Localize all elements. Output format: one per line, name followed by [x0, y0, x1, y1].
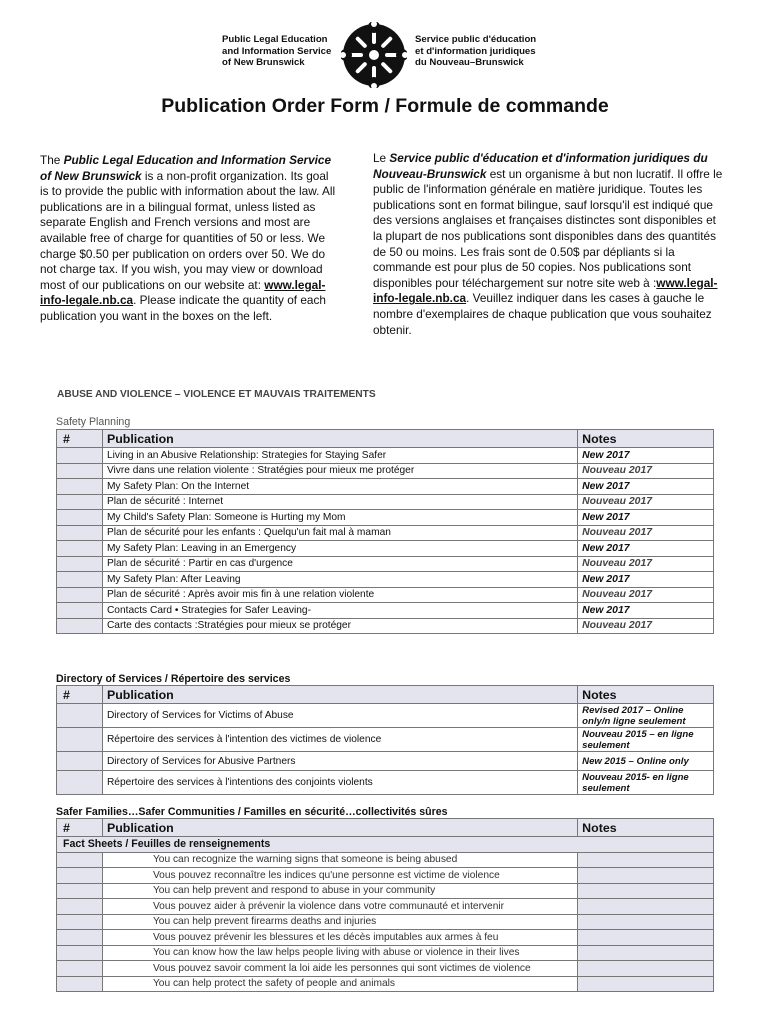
quantity-cell[interactable] [57, 728, 103, 752]
publication-note: New 2017 [578, 510, 714, 526]
publication-note: Nouveau 2017 [578, 494, 714, 510]
column-header-publication: Publication [102, 430, 577, 448]
quantity-cell[interactable] [57, 587, 103, 603]
publication-title: Vous pouvez savoir comment la loi aide les personnes qui sont victimes de violence [102, 961, 577, 977]
publication-note: New 2015 – Online only [578, 752, 714, 771]
column-header-publication: Publication [102, 686, 577, 704]
publication-title: Vous pouvez reconnaître les indices qu'une personne est victime de violence [102, 868, 577, 884]
quantity-cell[interactable] [57, 771, 103, 795]
publication-note: Revised 2017 – Online only/n ligne seulement [578, 704, 714, 728]
publication-title: My Safety Plan: After Leaving [102, 572, 577, 588]
publication-title: My Child's Safety Plan: Someone is Hurting my Mom [102, 510, 577, 526]
publication-title: Plan de sécurité : Après avoir mis fin à une relation violente [102, 587, 577, 603]
publication-title: You can help protect the safety of people and animals [102, 976, 577, 992]
quantity-cell[interactable] [57, 883, 103, 899]
quantity-cell[interactable] [57, 556, 103, 572]
publication-note: New 2017 [578, 572, 714, 588]
section-title: ABUSE AND VIOLENCE – VIOLENCE ET MAUVAIS TRAITEMENTS [57, 389, 376, 400]
table-row [57, 899, 714, 915]
quantity-cell[interactable] [57, 463, 103, 479]
publication-note: New 2017 [578, 603, 714, 619]
column-header-number: # [57, 430, 103, 448]
directory-label: Directory of Services / Répertoire des services [56, 673, 291, 685]
quantity-cell[interactable] [57, 448, 103, 464]
publication-note: New 2017 [578, 541, 714, 557]
publication-title: Répertoire des services à l'intentions des conjoints violents [102, 771, 577, 795]
intro-french: Le Service public d'éducation et d'information juridiques du Nouveau-Brunswick est un organisme à but non lucratif. Il offre le public de l'information générale en matière juridique. Toutes les publications sont en format bilingue, sauf lorsqu'il est indiqué que des versions anglaises et françaises distinctes sont disponibles et la plupart de nos publications sont disponibles dans des quantités de 50 ou moins. Les frais sont de 0.50$ par dépliants si la commande est pour plus de 50 copies. Nos publications sont disponibles pour téléchargement sur notre site web à :www.legal-info-legale.nb.ca. Veuillez indiquer dans les cases à gauche le nombre d'exemplaires de chaque publication que vous souhaitez obtenir. [373, 151, 723, 337]
quantity-cell[interactable] [57, 961, 103, 977]
notes-cell [578, 852, 714, 868]
directory-table [56, 685, 714, 795]
notes-cell [578, 914, 714, 930]
table-row [57, 448, 714, 464]
table-row [57, 494, 714, 510]
table-row [57, 587, 714, 603]
quantity-cell[interactable] [57, 572, 103, 588]
publication-title: Plan de sécurité pour les enfants : Quelqu'un fait mal à maman [102, 525, 577, 541]
quantity-cell[interactable] [57, 510, 103, 526]
publication-note: Nouveau 2017 [578, 525, 714, 541]
table-row [57, 479, 714, 495]
table-row [57, 752, 714, 771]
quantity-cell[interactable] [57, 976, 103, 992]
publication-title: Vivre dans une relation violente : Stratégies pour mieux me protéger [102, 463, 577, 479]
table-row [57, 961, 714, 977]
quantity-cell[interactable] [57, 704, 103, 728]
table-row [57, 525, 714, 541]
quantity-cell[interactable] [57, 603, 103, 619]
publication-title: My Safety Plan: Leaving in an Emergency [102, 541, 577, 557]
publication-note: Nouveau 2017 [578, 587, 714, 603]
publication-title: You can know how the law helps people living with abuse or violence in their lives [102, 945, 577, 961]
website-link-fr[interactable]: www.legal-info-legale.nb.ca [373, 275, 718, 306]
table-row [57, 976, 714, 992]
safety-planning-label: Safety Planning [56, 416, 131, 428]
families-label: Safer Families…Safer Communities / Familles en sécurité…collectivités sûres [56, 806, 448, 818]
publication-title: Répertoire des services à l'intention des victimes de violence [102, 728, 577, 752]
publication-title: You can help prevent and respond to abuse in your community [102, 883, 577, 899]
org-name-french: Service public d'éducation et d'information juridiques du Nouveau–Brunswick [415, 34, 537, 68]
column-header-publication: Publication [102, 819, 577, 837]
fact-sheets-subheading: Fact Sheets / Feuilles de renseignements [57, 837, 714, 853]
quantity-cell[interactable] [57, 494, 103, 510]
quantity-cell[interactable] [57, 914, 103, 930]
publication-title: Contacts Card • Strategies for Safer Leaving- [102, 603, 577, 619]
notes-cell [578, 945, 714, 961]
notes-cell [578, 976, 714, 992]
column-header-number: # [57, 819, 103, 837]
publication-title: Directory of Services for Abusive Partners [102, 752, 577, 771]
families-table [56, 818, 714, 992]
quantity-cell[interactable] [57, 868, 103, 884]
notes-cell [578, 961, 714, 977]
notes-cell [578, 883, 714, 899]
quantity-cell[interactable] [57, 479, 103, 495]
quantity-cell[interactable] [57, 525, 103, 541]
notes-cell [578, 868, 714, 884]
table-row [57, 728, 714, 752]
publication-note: Nouveau 2015 – en ligne seulement [578, 728, 714, 752]
table-row [57, 510, 714, 526]
quantity-cell[interactable] [57, 945, 103, 961]
table-row [57, 914, 714, 930]
quantity-cell[interactable] [57, 899, 103, 915]
publication-title: My Safety Plan: On the Internet [102, 479, 577, 495]
publication-note: New 2017 [578, 448, 714, 464]
publication-title: You can recognize the warning signs that someone is being abused [102, 852, 577, 868]
publication-title: Carte des contacts :Stratégies pour mieux se protéger [102, 618, 577, 634]
table-row [57, 771, 714, 795]
publication-title: Plan de sécurité : Partir en cas d'urgence [102, 556, 577, 572]
table-row [57, 603, 714, 619]
table-row [57, 541, 714, 557]
publication-note: Nouveau 2017 [578, 556, 714, 572]
website-link[interactable]: www.legal-info-legale.nb.ca [40, 277, 326, 308]
quantity-cell[interactable] [57, 752, 103, 771]
publication-title: Plan de sécurité : Internet [102, 494, 577, 510]
table-row [57, 852, 714, 868]
table-row [57, 945, 714, 961]
publication-title: Directory of Services for Victims of Abuse [102, 704, 577, 728]
table-row [57, 556, 714, 572]
intro-english: The Public Legal Education and Information Service of New Brunswick is a non-profit organization. Its goal is to provide the public with information about the law. All publications are in a bilingual format, unless listed as separate English and French versions and most are available free of charge for quantities of 50 or less. We charge $0.50 per publication on orders over 50. We do not charge tax. If you wish, you may view or download most of our publications on our website at: www.legal-info-legale.nb.ca. Please indicate the quantity of each publication you want in the boxes on the left. [40, 153, 336, 323]
publication-note: Nouveau 2015- en ligne seulement [578, 771, 714, 795]
quantity-cell[interactable] [57, 930, 103, 946]
table-row [57, 930, 714, 946]
table-row [57, 618, 714, 634]
table-row [57, 572, 714, 588]
notes-cell [578, 930, 714, 946]
quantity-cell[interactable] [57, 852, 103, 868]
quantity-cell[interactable] [57, 618, 103, 634]
publication-note: New 2017 [578, 479, 714, 495]
publication-note: Nouveau 2017 [578, 618, 714, 634]
page-header [0, 22, 770, 92]
column-header-notes: Notes [578, 686, 714, 704]
org-name-english: Public Legal Education and Information Service of New Brunswick [222, 34, 332, 68]
page-title: Publication Order Form / Formule de commande [161, 95, 609, 117]
column-header-notes: Notes [578, 430, 714, 448]
column-header-notes: Notes [578, 819, 714, 837]
notes-cell [578, 899, 714, 915]
table-row [57, 463, 714, 479]
publication-title: Vous pouvez aider à prévenir la violence dans votre communauté et intervenir [102, 899, 577, 915]
table-row [57, 883, 714, 899]
pleis-logo [341, 22, 407, 88]
publication-title: You can help prevent firearms deaths and injuries [102, 914, 577, 930]
table-row [57, 704, 714, 728]
quantity-cell[interactable] [57, 541, 103, 557]
publication-title: Living in an Abusive Relationship: Strategies for Staying Safer [102, 448, 577, 464]
table-row [57, 868, 714, 884]
publication-title: Vous pouvez prévenir les blessures et les décès imputables aux armes à feu [102, 930, 577, 946]
safety-planning-table [56, 429, 714, 634]
column-header-number: # [57, 686, 103, 704]
publication-note: Nouveau 2017 [578, 463, 714, 479]
